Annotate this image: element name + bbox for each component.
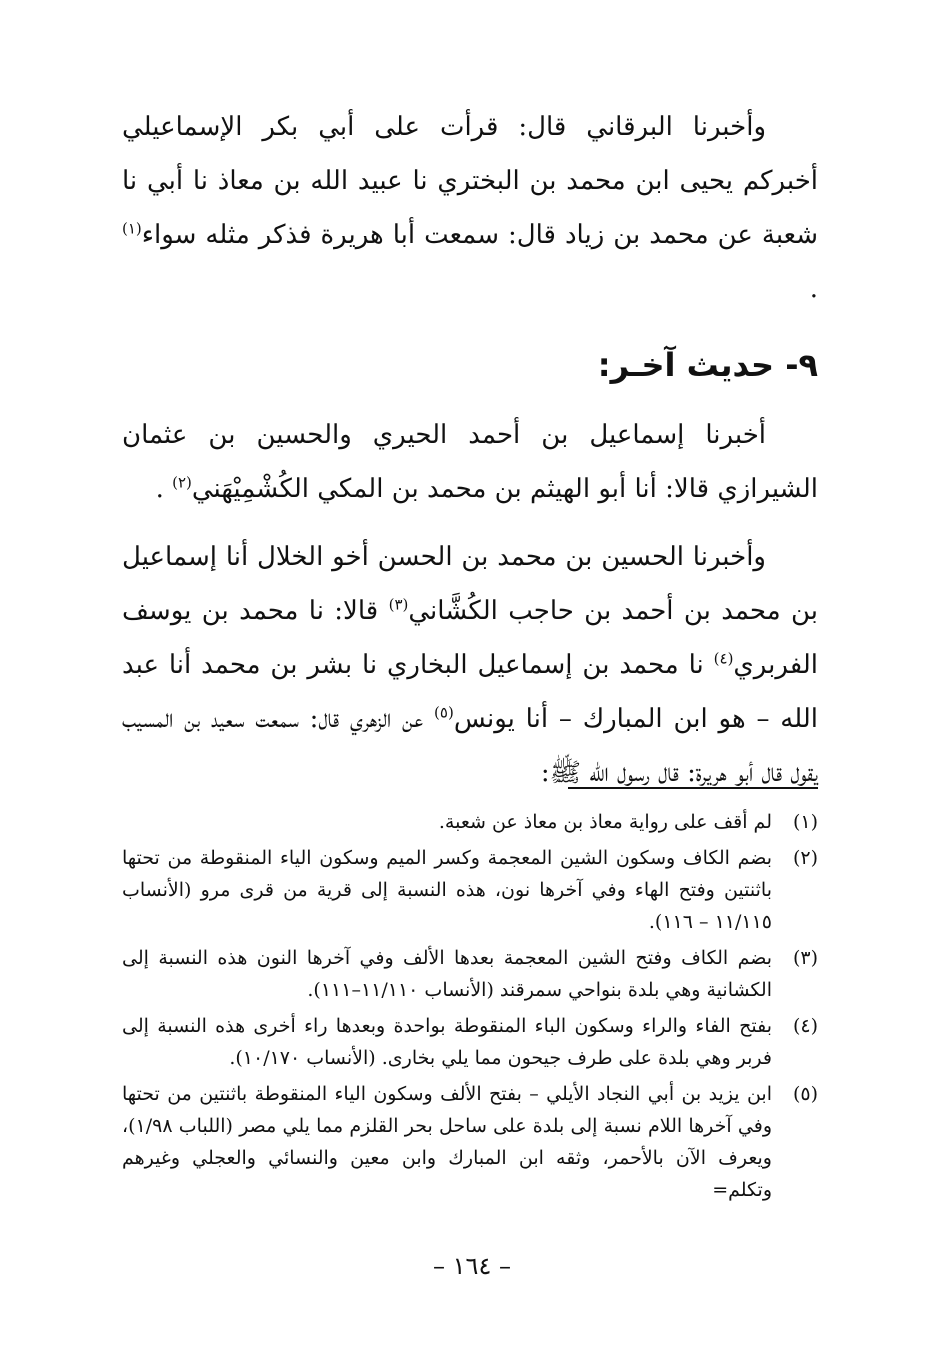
section-heading: ٩- حديث آخـر: xyxy=(597,346,818,384)
footnote-ref-1: (١) xyxy=(122,219,142,238)
footnote-text: بفتح الفاء والراء وسكون الباء المنقوطة بواحدة وبعدها راء أخرى هذه النسبة إلى فربر وهي بلدة على طرف جيحون مما يلي بخارى. (الأنساب ١٠/١٧٠). xyxy=(122,1015,772,1069)
footnote xyxy=(122,1078,818,1206)
footnote-text: بضم الكاف وسكون الشين المعجمة وكسر الميم وسكون الياء المنقوطة من تحتها باثنتين وفتح الهاء وفي آخرها نون، هذه النسبة إلى قرية من قرى مرو (الأنساب ١١/١١٥ – ١١٦). xyxy=(122,847,772,933)
paragraph-3-text-a: وأخبرنا الحسين بن محمد بن الحسن أخو الخلال أنا إسماعيل بن محمد بن أحمد بن حاجب الكُشَّاني xyxy=(122,542,818,626)
footnote-number: (١) xyxy=(792,811,818,833)
footnote-text: بضم الكاف وفتح الشين المعجمة بعدها الألف وفي آخرها النون هذه النسبة إلى الكشانية وهي بلدة بنواحي سمرقند (الأنساب ١١/١١٠–١١١). xyxy=(122,947,772,1001)
footnote-separator xyxy=(568,787,818,789)
footnotes xyxy=(122,806,818,1210)
footnote-ref-2: (٢) xyxy=(172,473,192,492)
paragraph-2-text: أخبرنا إسماعيل بن أحمد الحيري والحسين بن عثمان الشيرازي قالا: أنا أبو الهيثم بن محمد بن المكي الكُشْمِيْهَني xyxy=(122,420,818,504)
paragraph-3-text-b: قالا: نا محمد بن يوسف الفربري xyxy=(122,596,818,680)
paragraph-3-text-d: عن الزهري قال: سمعت سعيد بن المسيب يقول قال أبو هريرة: قال رسول الله ﷺ: xyxy=(122,704,818,788)
footnote xyxy=(122,806,818,838)
footnote xyxy=(122,1010,818,1074)
paragraph-1-end: . xyxy=(809,274,818,304)
paragraph-1 xyxy=(122,100,818,316)
footnote-ref-5: (٥) xyxy=(434,703,454,722)
footnote-number: (٤) xyxy=(792,1015,818,1037)
footnote-text: ابن يزيد بن أبي النجاد الأيلي – بفتح الألف وسكون الياء المنقوطة باثنتين من تحتها وفي آخرها اللام نسبة إلى بلدة على ساحل بحر القلزم مما يلي مصر (اللباب ١/٩٨)، ويعرف الآن بالأحمر، وثقه ابن المبارك وابن معين والنسائي والعجلي وغيرهم وتكلم= xyxy=(122,1083,772,1201)
main-text xyxy=(122,100,818,800)
footnote-ref-4: (٤) xyxy=(713,649,734,668)
footnote-number: (٢) xyxy=(792,847,818,869)
footnote-ref-3: (٣) xyxy=(388,595,409,614)
paragraph-1-text: وأخبرنا البرقاني قال: قرأت على أبي بكر الإسماعيلي أخبركم يحيى ابن محمد بن البختري نا عبيد الله بن معاذ نا أبي نا شعبة عن محمد بن زياد قال: سمعت أبا هريرة فذكر مثله سواء xyxy=(122,112,818,250)
footnote xyxy=(122,842,818,938)
paragraph-2-end: . xyxy=(155,474,173,504)
footnote xyxy=(122,942,818,1006)
footnote-number: (٣) xyxy=(792,947,818,969)
paragraph-3-text-c: نا محمد بن إسماعيل البخاري نا بشر بن محمد أنا عبد الله – هو ابن المبارك – أنا يونس xyxy=(122,650,818,734)
paragraph-2 xyxy=(122,408,818,516)
footnote-number: (٥) xyxy=(792,1083,818,1105)
paragraph-3 xyxy=(122,530,818,800)
footnote-text: لم أقف على رواية معاذ بن معاذ عن شعبة. xyxy=(438,811,772,833)
page-number: – ١٦٤ – xyxy=(433,1252,511,1280)
